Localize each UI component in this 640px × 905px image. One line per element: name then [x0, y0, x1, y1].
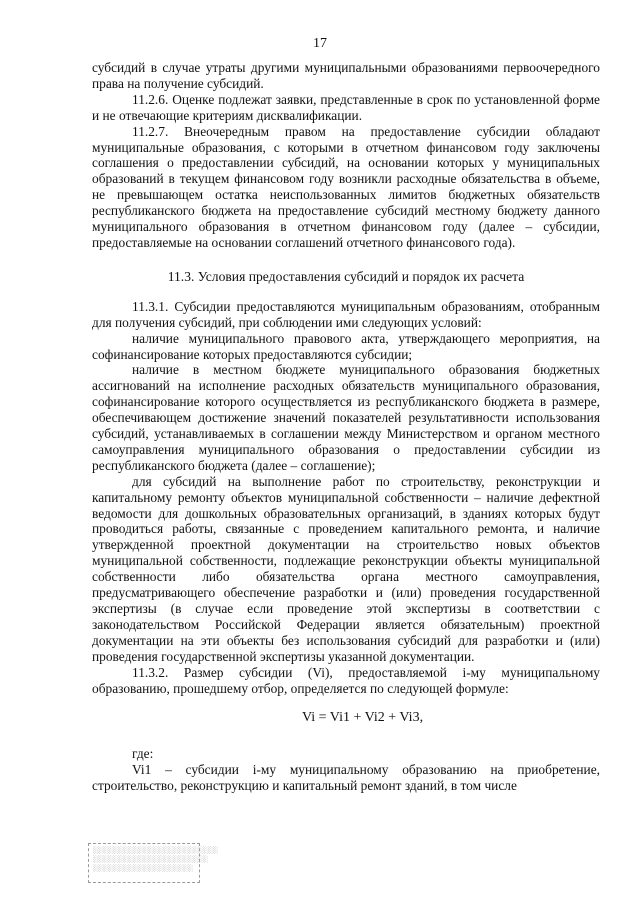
- condition-budget-allocations: наличие в местном бюджете муниципального образования бюджетных ассигнований на исполнение расходных обязательств муниципального образования, софинансирование которого осуществляется из республиканского бюджета в размере, обеспечивающем достижение значений показателей результативности использования субсидий, устанавливаемых в соглашении между Министерством и органом местного самоуправления муниципального образования о предоставлении субсидии из республиканского бюджета (далее – соглашение);: [92, 362, 600, 473]
- condition-construction-documentation: для субсидий на выполнение работ по строительству, реконструкции и капитальному ремонту объектов муниципальной собственности – наличие дефектной ведомости для дошкольных образовательных организаций, в зданиях которых будут проводиться работы, связанные с проведением капитального ремонта, и наличие утвержденной проектной документации на строительство новых объектов муниципальной собственности, подлежащие реконструкции объекты муниципальной собственности либо обязательства органа местного самоуправления, предусматривающего обеспечение разработки и (или) проведения государственной экспертизы (в случае если проведение этой экспертизы в соответствии с законодательством Российской Федерации является обязательным) проектной документации на эти объекты без использования субсидий для разработки и (или) проведения государственной экспертизы указанной документации.: [92, 473, 600, 664]
- page-number: 17: [313, 36, 327, 51]
- paragraph-11-2-7: 11.2.7. Внеочередным правом на предоставление субсидии обладают муниципальные образования, с которыми в отчетном финансовом году заключены соглашения о предоставлении субсидий, на основании которых у муниципальных образований в текущем финансовом году возникли расходные обязательства в объеме, не превышающем остатка неиспользованных лимитов бюджетных обязательств республиканского бюджета на предоставление субсидий местному бюджету данного муниципального образования в отчетном финансовом году (далее – субсидии, предоставляемые на основании соглашений отчетного финансового года).: [92, 123, 600, 250]
- paragraph-11-3-1: 11.3.1. Субсидии предоставляются муниципальным образованиям, отобранным для получения субсидий, при соблюдении ими следующих условий:: [92, 298, 600, 330]
- subsidy-formula: Vi = Vi1 + Vi2 + Vi3,: [302, 710, 424, 726]
- section-heading-11-3: 11.3. Условия предоставления субсидий и порядок их расчета: [167, 268, 525, 284]
- formula-where-label: где:: [132, 746, 154, 762]
- paragraph-11-3-2: 11.3.2. Размер субсидии (Vi), предоставляемой i-му муниципальному образованию, прошедшему отбор, определяется по следующей формуле:: [92, 664, 600, 696]
- definition-vi1: Vi1 – субсидии i-му муниципальному образованию на приобретение, строительство, реконструкцию и капитальный ремонт зданий, в том числе: [92, 762, 600, 794]
- paragraph-continuation: субсидий в случае утраты другими муниципальными образованиями первоочередного права на получение субсидий.: [92, 60, 600, 91]
- faded-stamp: ░░░░░░░░░░░░░░░░░░░░░░░░░ ░░░░░░░░░░░░░░░░░░░░░░░ ░░░░░░░░░░░░░░░░░░░░: [88, 843, 200, 883]
- condition-legal-act: наличие муниципального правового акта, утверждающего мероприятия, на софинансирование которых предоставляются субсидии;: [92, 330, 600, 362]
- paragraph-11-2-6: 11.2.6. Оценке подлежат заявки, представленные в срок по установленной форме и не отвечающие критериям дисквалификации.: [92, 91, 600, 123]
- document-body: [92, 60, 600, 794]
